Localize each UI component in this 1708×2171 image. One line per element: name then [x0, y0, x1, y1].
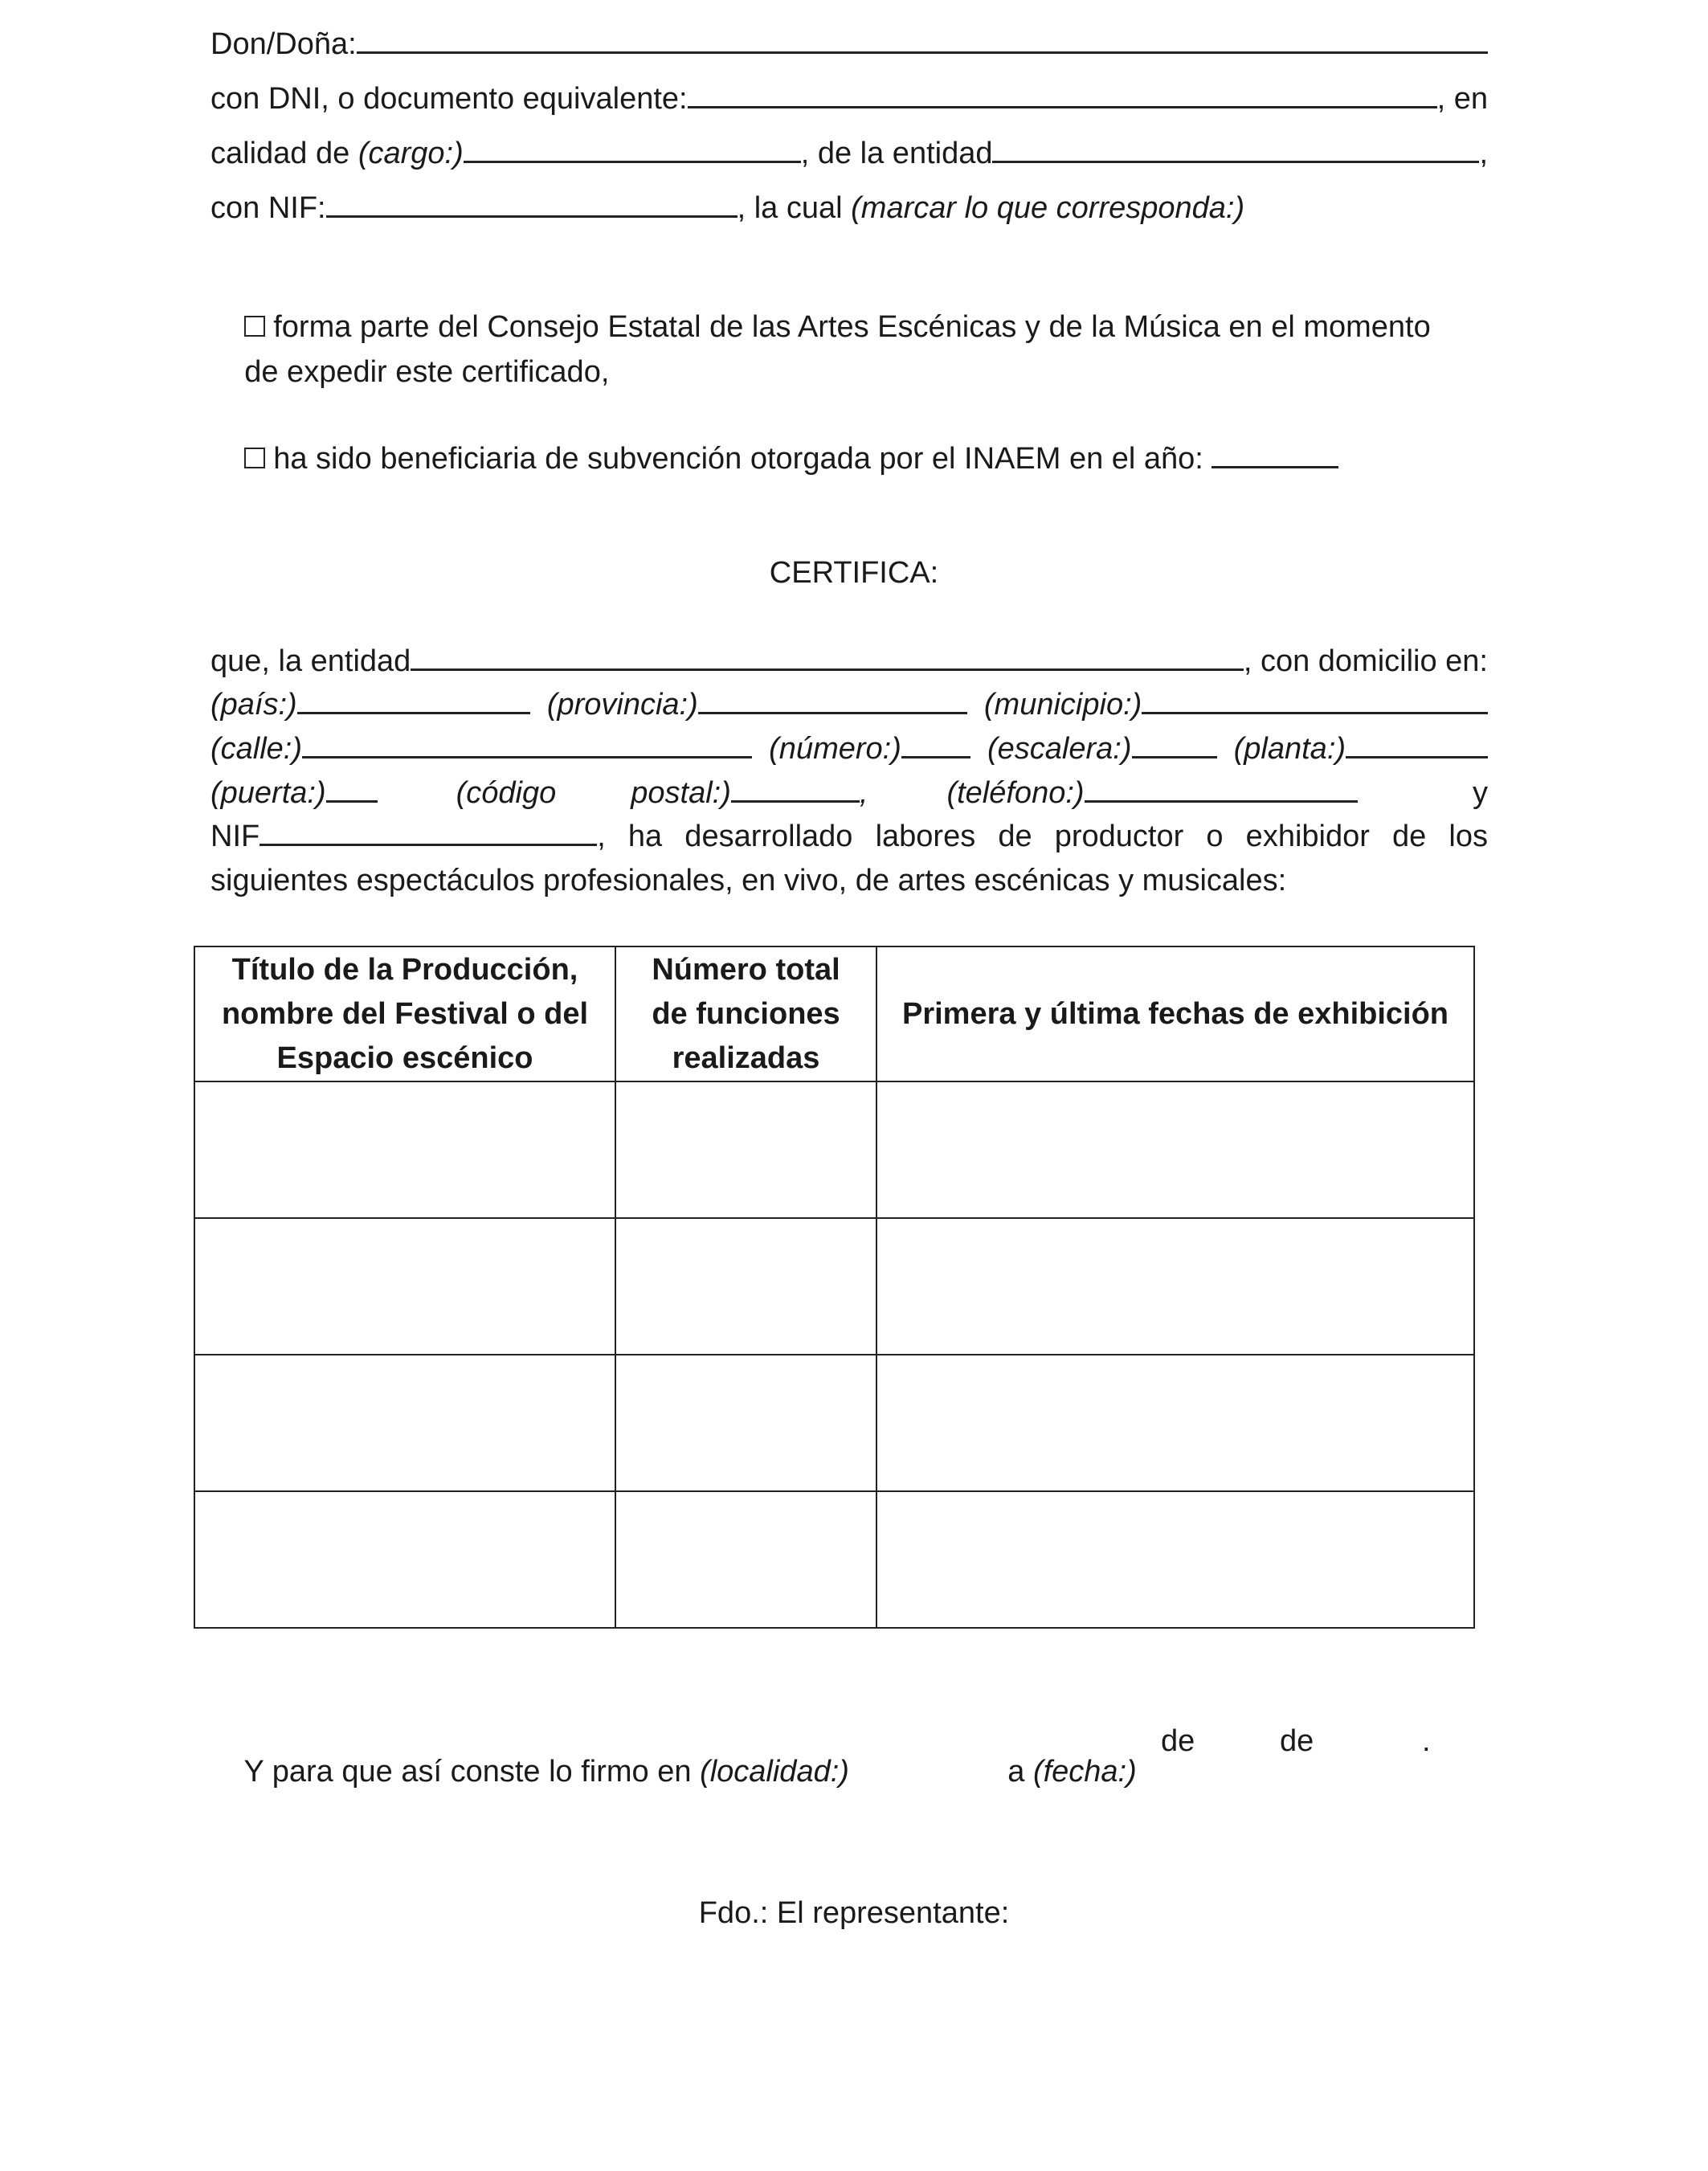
subvencion-checkbox[interactable] [244, 448, 265, 468]
fecha-group [974, 1726, 1137, 1817]
numero-label: (número:) [769, 732, 901, 766]
dni-end-text: , en [1436, 82, 1488, 116]
certifica-heading: CERTIFICA: [769, 556, 939, 590]
cell-fechas[interactable] [876, 1218, 1474, 1355]
planta-label: (planta:) [1233, 732, 1346, 766]
entidad-domicilio-line [210, 646, 1488, 677]
postal-label: postal:) [631, 776, 731, 810]
table-row [194, 1355, 1474, 1491]
a-text: a [1007, 1755, 1033, 1789]
telefono-field[interactable] [1085, 800, 1358, 803]
cual-text: , la cual [737, 191, 852, 225]
option-consejo-line2: de expedir este certificado, [244, 355, 610, 389]
cell-fechas[interactable] [876, 1355, 1474, 1491]
entidad-field[interactable] [992, 161, 1479, 163]
nif-field[interactable] [326, 215, 738, 218]
body-nif-field[interactable] [259, 844, 597, 846]
planta-field[interactable] [1346, 756, 1488, 758]
cell-titulo[interactable] [194, 1491, 615, 1628]
localidad-label: (localidad:) [700, 1755, 849, 1789]
entidad-end-text: , [1479, 137, 1488, 170]
siguientes-text: siguientes espectáculos profesionales, en vivo, de artes escénicas y musicales: [210, 864, 1287, 897]
fecha-label: (fecha:) [1032, 1755, 1137, 1789]
don-field[interactable] [357, 51, 1488, 54]
municipio-field[interactable] [1142, 712, 1488, 714]
cell-funciones[interactable] [615, 1081, 876, 1218]
nif-body-line [210, 821, 1488, 852]
calidad-label: calidad de [210, 137, 358, 170]
cell-titulo[interactable] [194, 1355, 615, 1491]
escalera-field[interactable] [1132, 756, 1217, 758]
dni-field[interactable] [688, 106, 1437, 108]
firmo-text: Y para que así conste lo firmo en [243, 1755, 701, 1789]
que-entidad-label: que, la entidad [210, 644, 411, 678]
postal-field[interactable] [731, 800, 860, 803]
fdo-representante: Fdo.: El representante: [698, 1896, 1010, 1930]
dni-line [210, 84, 1488, 114]
body-nif-label: NIF [210, 820, 260, 853]
cell-funciones[interactable] [615, 1355, 876, 1491]
subvencion-year-field[interactable] [1212, 466, 1338, 468]
telefono-label: (teléfono:) [946, 776, 1085, 810]
calle-field[interactable] [302, 756, 752, 758]
table-row [194, 1491, 1474, 1628]
de-text-2: de [1280, 1724, 1314, 1758]
postal-comma: , [859, 776, 868, 810]
header-numero: Número total de funciones realizadas [615, 946, 876, 1081]
street-line [210, 734, 1488, 764]
header-titulo: Título de la Producción, nombre del Festival o del Espacio escénico [194, 946, 615, 1081]
option-consejo-cont [210, 326, 609, 418]
cell-fechas[interactable] [876, 1081, 1474, 1218]
option-subvencion [210, 413, 1338, 505]
don-line [210, 29, 1488, 59]
provincia-field[interactable] [698, 712, 967, 714]
cell-funciones[interactable] [615, 1491, 876, 1628]
option-subvencion-text: ha sido beneficiaria de subvención otorgada por el INAEM en el año: [273, 442, 1212, 476]
pais-field[interactable] [297, 712, 530, 714]
domicilio-label: , con domicilio en: [1243, 644, 1488, 678]
nif-label: con NIF: [210, 191, 326, 225]
codigo-label: (código [456, 776, 557, 810]
table-header-row [194, 946, 1474, 1081]
pais-label: (país:) [210, 688, 297, 722]
escalera-label: (escalera:) [987, 732, 1132, 766]
table-row [194, 1218, 1474, 1355]
cell-titulo[interactable] [194, 1081, 615, 1218]
ha-desarrollado-text: , ha desarrollado labores de productor o exhibidor de los [597, 820, 1488, 853]
cargo-line [210, 138, 1488, 169]
nif-line [210, 193, 1488, 223]
period-text: . [1422, 1724, 1431, 1758]
calle-label: (calle:) [210, 732, 303, 766]
option-consejo-line1: forma parte del Consejo Estatal de las Artes Escénicas y de la Música en el momento [273, 310, 1431, 344]
cell-titulo[interactable] [194, 1218, 615, 1355]
body-entidad-field[interactable] [411, 668, 1244, 671]
de-text-1: de [1161, 1724, 1195, 1758]
header-fechas: Primera y última fechas de exhibición [876, 946, 1474, 1081]
cell-fechas[interactable] [876, 1491, 1474, 1628]
municipio-label: (municipio:) [983, 688, 1142, 722]
cell-funciones[interactable] [615, 1218, 876, 1355]
productions-table [194, 946, 1475, 1629]
y-text: y [1473, 776, 1488, 810]
provincia-label: (provincia:) [546, 688, 698, 722]
don-label: Don/Doña: [210, 27, 357, 61]
puerta-field[interactable] [326, 800, 378, 803]
firmo-line [210, 1726, 849, 1817]
numero-field[interactable] [901, 756, 970, 758]
cargo-label: (cargo:) [358, 137, 464, 170]
entidad-label: , de la entidad [800, 137, 993, 170]
cargo-field[interactable] [464, 161, 801, 163]
puerta-label: (puerta:) [210, 776, 326, 810]
table-row [194, 1081, 1474, 1218]
dni-label: con DNI, o documento equivalente: [210, 82, 688, 116]
contact-line [210, 778, 1488, 808]
marcar-text: (marcar lo que corresponda:) [851, 191, 1245, 225]
location-line [210, 689, 1488, 720]
